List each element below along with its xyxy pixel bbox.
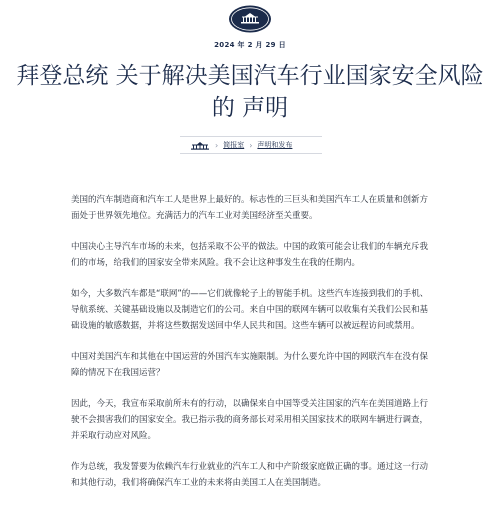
page-title: 拜登总统 关于解决美国汽车行业国家安全风险的 声明 xyxy=(16,63,484,121)
article-paragraph: 作为总统，我发誓要为依赖汽车行业就业的汽车工人和中产阶级家庭做正确的事。通过这一行动和其他行动，我们将确保汽车工业的未来将由美国工人在美国制造。 xyxy=(71,462,429,488)
white-house-building-icon[interactable] xyxy=(190,140,210,150)
article-body xyxy=(71,192,431,506)
breadcrumb xyxy=(180,136,322,154)
article-paragraph: 因此，今天，我宣布采取前所未有的行动，以确保来自中国等受关注国家的汽车在美国道路上行驶不会损害我们的国家安全。我已指示我的商务部长对采用相关国家技术的联网车辆进行调查，并采取行动应对风险。 xyxy=(71,399,429,441)
article-paragraph: 中国决心主导汽车市场的未来，包括采取不公平的做法。中国的政策可能会让我们的车辆充斥我们的市场，给我们的国家安全带来风险。我不会让这种事发生在我的任期内。 xyxy=(71,242,429,268)
article-paragraph: 中国对美国汽车和其他在中国运营的外国汽车实施限制。为什么要允许中国的网联汽车在没有保障的情况下在我国运营？ xyxy=(71,352,429,378)
publish-date: 2024 年 2 月 29 日 xyxy=(214,41,286,49)
breadcrumb-separator: › xyxy=(215,140,219,150)
breadcrumb-separator: › xyxy=(249,140,253,150)
breadcrumb-statements-link[interactable]: 声明和发布 xyxy=(257,141,293,149)
article-paragraph: 美国的汽车制造商和汽车工人是世界上最好的。标志性的三巨头和美国汽车工人在质量和创新方面处于世界领先地位。充满活力的汽车工业对美国经济至关重要。 xyxy=(71,195,429,221)
article-paragraph: 如今，大多数汽车都是“联网”的——它们就像轮子上的智能手机。这些汽车连接到我们的手机、导航系统、关键基础设施以及制造它们的公司。来自中国的联网车辆可以收集有关我们公民和基础设施的敏感数据，并将这些数据发送回中华人民共和国。这些车辆可以被远程访问或禁用。 xyxy=(71,289,429,331)
white-house-seal-icon[interactable] xyxy=(226,4,274,34)
breadcrumb-briefing-room-link[interactable]: 简报室 xyxy=(223,141,245,149)
